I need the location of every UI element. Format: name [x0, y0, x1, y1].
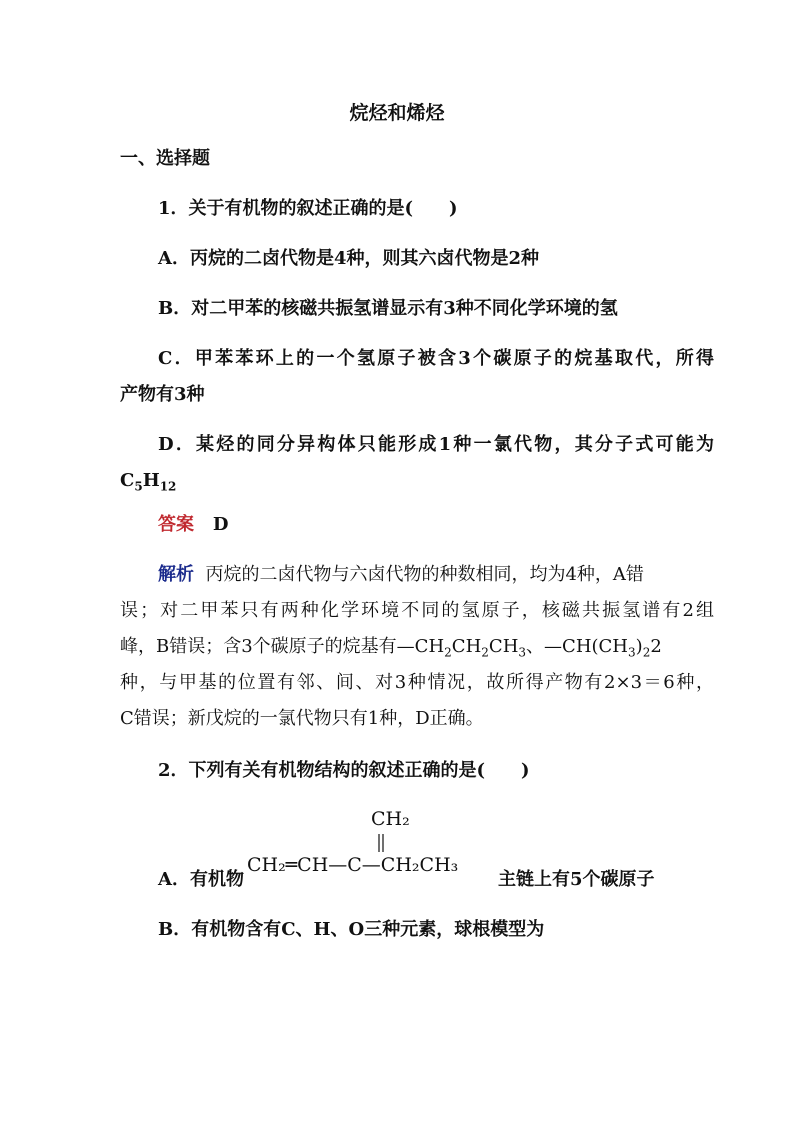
- q1-option-d-line1: [158, 433, 714, 457]
- answer-line: [158, 513, 228, 537]
- analysis-text1: 丙烷的二卤代物与六卤代物的种数相同，均为4种，A错: [205, 564, 644, 585]
- analysis-line3: 峰，B错误；含3个碳原子的烷基有$—CH_2CH_2CH_3$、$—CH(CH_3)_22$: [120, 636, 662, 660]
- q1-option-c-line2: 产物有3种: [120, 384, 205, 405]
- q1-option-d-text1: D．某烃的同分异构体只能形成1种一氯代物，其分子式可能为: [158, 434, 714, 455]
- q1-option-c-line1: [158, 347, 714, 371]
- q1-option-b: B．对二甲苯的核磁共振氢谱显示有3种不同化学环境的氢: [158, 298, 618, 319]
- q2-option-b: B．有机物含有C、H、O三种元素，球根模型为: [158, 919, 545, 940]
- q1-option-a: A．丙烷的二卤代物是4种，则其六卤代物是2种: [158, 248, 540, 269]
- double-bond-icon: [377, 834, 385, 852]
- answer-value: D: [212, 514, 229, 535]
- analysis-line4: 种，与甲基的位置有邻、间、对3种情况，故所得产物有2×3＝6种，: [120, 672, 714, 693]
- page-title: 烷烃和烯烃: [349, 102, 445, 124]
- q1-option-d-formula: $C_5H_{12}$: [120, 470, 177, 494]
- q1-stem: 1．关于有机物的叙述正确的是( ): [158, 198, 458, 219]
- analysis-line1: [158, 563, 644, 587]
- formula-branch: CH₂: [371, 808, 410, 830]
- analysis-line2: 误；对二甲苯只有两种化学环境不同的氢原子，核磁共振氢谱有2组: [120, 600, 714, 621]
- formula-main-chain: CH₂═CH—C—CH₂CH₃: [247, 854, 459, 876]
- q2-option-a-suffix: 主链上有5个碳原子: [498, 869, 655, 890]
- q2-stem: 2．下列有关有机物结构的叙述正确的是( ): [158, 760, 530, 781]
- structural-formula: [245, 806, 495, 886]
- q1-option-c-text1: C．甲苯苯环上的一个氢原子被含3个碳原子的烷基取代，所得: [158, 348, 714, 369]
- answer-label: 答案: [158, 514, 194, 535]
- analysis-label: 解析: [158, 564, 194, 585]
- analysis-line5: C错误；新戊烷的一氯代物只有1种，D正确。: [120, 708, 484, 729]
- section-heading: 一、选择题: [120, 148, 210, 169]
- q2-option-a-prefix: A．有机物: [158, 869, 244, 890]
